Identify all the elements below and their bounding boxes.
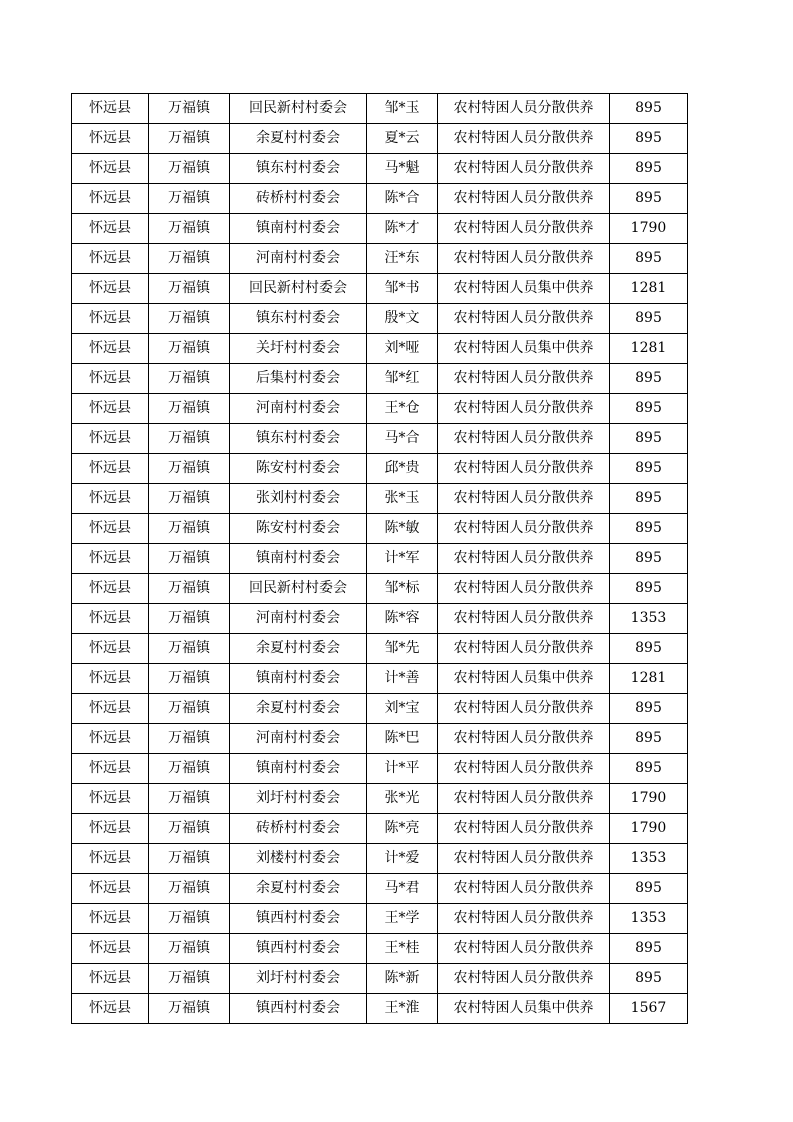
village-cell: 镇西村村委会 — [230, 904, 367, 934]
name-cell: 计*善 — [367, 664, 438, 694]
village-cell: 砖桥村村委会 — [230, 184, 367, 214]
village-cell: 河南村村委会 — [230, 394, 367, 424]
support-type-cell: 农村特困人员分散供养 — [438, 934, 610, 964]
amount-cell: 1353 — [610, 604, 688, 634]
town-cell: 万福镇 — [149, 754, 230, 784]
name-cell: 计*军 — [367, 544, 438, 574]
county-cell: 怀远县 — [72, 274, 149, 304]
name-cell: 马*君 — [367, 874, 438, 904]
county-cell: 怀远县 — [72, 154, 149, 184]
table-row — [72, 964, 688, 994]
village-cell: 镇南村村委会 — [230, 544, 367, 574]
town-cell: 万福镇 — [149, 334, 230, 364]
county-cell: 怀远县 — [72, 364, 149, 394]
table-row — [72, 214, 688, 244]
support-type-cell: 农村特困人员集中供养 — [438, 334, 610, 364]
town-cell: 万福镇 — [149, 994, 230, 1024]
support-type-cell: 农村特困人员集中供养 — [438, 664, 610, 694]
support-type-cell: 农村特困人员分散供养 — [438, 634, 610, 664]
village-cell: 张刘村村委会 — [230, 484, 367, 514]
county-cell: 怀远县 — [72, 454, 149, 484]
table-row — [72, 184, 688, 214]
support-type-cell: 农村特困人员集中供养 — [438, 274, 610, 304]
county-cell: 怀远县 — [72, 484, 149, 514]
name-cell: 陈*容 — [367, 604, 438, 634]
village-cell: 回民新村村委会 — [230, 574, 367, 604]
village-cell: 刘圩村村委会 — [230, 964, 367, 994]
support-type-cell: 农村特困人员分散供养 — [438, 814, 610, 844]
village-cell: 刘楼村村委会 — [230, 844, 367, 874]
support-type-cell: 农村特困人员分散供养 — [438, 574, 610, 604]
name-cell: 殷*文 — [367, 304, 438, 334]
support-type-cell: 农村特困人员分散供养 — [438, 124, 610, 154]
town-cell: 万福镇 — [149, 304, 230, 334]
amount-cell: 1353 — [610, 904, 688, 934]
county-cell: 怀远县 — [72, 904, 149, 934]
support-type-cell: 农村特困人员集中供养 — [438, 994, 610, 1024]
table-row — [72, 574, 688, 604]
support-type-cell: 农村特困人员分散供养 — [438, 364, 610, 394]
county-cell: 怀远县 — [72, 934, 149, 964]
name-cell: 邹*红 — [367, 364, 438, 394]
town-cell: 万福镇 — [149, 184, 230, 214]
support-type-cell: 农村特困人员分散供养 — [438, 304, 610, 334]
support-type-cell: 农村特困人员分散供养 — [438, 904, 610, 934]
amount-cell: 1567 — [610, 994, 688, 1024]
table-row — [72, 874, 688, 904]
county-cell: 怀远县 — [72, 94, 149, 124]
town-cell: 万福镇 — [149, 244, 230, 274]
village-cell: 陈安村村委会 — [230, 454, 367, 484]
support-type-cell: 农村特困人员分散供养 — [438, 184, 610, 214]
name-cell: 王*桂 — [367, 934, 438, 964]
village-cell: 镇西村村委会 — [230, 934, 367, 964]
county-cell: 怀远县 — [72, 694, 149, 724]
village-cell: 余夏村村委会 — [230, 124, 367, 154]
table-row — [72, 514, 688, 544]
table-row — [72, 814, 688, 844]
town-cell: 万福镇 — [149, 94, 230, 124]
support-type-cell: 农村特困人员分散供养 — [438, 94, 610, 124]
name-cell: 夏*云 — [367, 124, 438, 154]
village-cell: 回民新村村委会 — [230, 274, 367, 304]
town-cell: 万福镇 — [149, 214, 230, 244]
amount-cell: 895 — [610, 94, 688, 124]
village-cell: 关圩村村委会 — [230, 334, 367, 364]
name-cell: 刘*宝 — [367, 694, 438, 724]
village-cell: 镇南村村委会 — [230, 214, 367, 244]
county-cell: 怀远县 — [72, 844, 149, 874]
table-body — [72, 94, 688, 1024]
village-cell: 后集村村委会 — [230, 364, 367, 394]
support-type-cell: 农村特困人员分散供养 — [438, 214, 610, 244]
amount-cell: 895 — [610, 634, 688, 664]
table-row — [72, 904, 688, 934]
table-row — [72, 154, 688, 184]
town-cell: 万福镇 — [149, 934, 230, 964]
town-cell: 万福镇 — [149, 454, 230, 484]
name-cell: 邹*先 — [367, 634, 438, 664]
amount-cell: 895 — [610, 124, 688, 154]
village-cell: 镇西村村委会 — [230, 994, 367, 1024]
support-type-cell: 农村特困人员分散供养 — [438, 154, 610, 184]
amount-cell: 895 — [610, 754, 688, 784]
name-cell: 刘*哑 — [367, 334, 438, 364]
table-row — [72, 124, 688, 154]
town-cell: 万福镇 — [149, 124, 230, 154]
county-cell: 怀远县 — [72, 754, 149, 784]
name-cell: 王*淮 — [367, 994, 438, 1024]
support-type-cell: 农村特困人员分散供养 — [438, 964, 610, 994]
table-row — [72, 244, 688, 274]
amount-cell: 895 — [610, 874, 688, 904]
county-cell: 怀远县 — [72, 964, 149, 994]
village-cell: 砖桥村村委会 — [230, 814, 367, 844]
amount-cell: 1353 — [610, 844, 688, 874]
village-cell: 刘圩村村委会 — [230, 784, 367, 814]
table-row — [72, 394, 688, 424]
table-row — [72, 484, 688, 514]
town-cell: 万福镇 — [149, 814, 230, 844]
village-cell: 镇东村村委会 — [230, 154, 367, 184]
support-type-cell: 农村特困人员分散供养 — [438, 874, 610, 904]
amount-cell: 895 — [610, 964, 688, 994]
table-row — [72, 724, 688, 754]
amount-cell: 895 — [610, 394, 688, 424]
amount-cell: 895 — [610, 724, 688, 754]
support-type-cell: 农村特困人员分散供养 — [438, 694, 610, 724]
name-cell: 陈*巴 — [367, 724, 438, 754]
amount-cell: 895 — [610, 484, 688, 514]
town-cell: 万福镇 — [149, 694, 230, 724]
name-cell: 邹*书 — [367, 274, 438, 304]
support-type-cell: 农村特困人员分散供养 — [438, 754, 610, 784]
table-row — [72, 544, 688, 574]
name-cell: 汪*东 — [367, 244, 438, 274]
town-cell: 万福镇 — [149, 154, 230, 184]
village-cell: 河南村村委会 — [230, 244, 367, 274]
town-cell: 万福镇 — [149, 274, 230, 304]
town-cell: 万福镇 — [149, 514, 230, 544]
village-cell: 河南村村委会 — [230, 604, 367, 634]
town-cell: 万福镇 — [149, 844, 230, 874]
county-cell: 怀远县 — [72, 544, 149, 574]
support-type-cell: 农村特困人员分散供养 — [438, 424, 610, 454]
village-cell: 镇南村村委会 — [230, 754, 367, 784]
county-cell: 怀远县 — [72, 514, 149, 544]
name-cell: 张*玉 — [367, 484, 438, 514]
table-row — [72, 784, 688, 814]
county-cell: 怀远县 — [72, 304, 149, 334]
county-cell: 怀远县 — [72, 244, 149, 274]
table-row — [72, 334, 688, 364]
amount-cell: 895 — [610, 424, 688, 454]
relief-roster-table — [71, 93, 688, 1024]
name-cell: 陈*才 — [367, 214, 438, 244]
county-cell: 怀远县 — [72, 334, 149, 364]
town-cell: 万福镇 — [149, 964, 230, 994]
table-row — [72, 424, 688, 454]
amount-cell: 1790 — [610, 214, 688, 244]
name-cell: 张*光 — [367, 784, 438, 814]
amount-cell: 895 — [610, 454, 688, 484]
name-cell: 陈*亮 — [367, 814, 438, 844]
town-cell: 万福镇 — [149, 604, 230, 634]
name-cell: 王*仓 — [367, 394, 438, 424]
county-cell: 怀远县 — [72, 664, 149, 694]
amount-cell: 1790 — [610, 814, 688, 844]
village-cell: 河南村村委会 — [230, 724, 367, 754]
amount-cell: 895 — [610, 184, 688, 214]
table-row — [72, 754, 688, 784]
town-cell: 万福镇 — [149, 394, 230, 424]
support-type-cell: 农村特困人员分散供养 — [438, 784, 610, 814]
town-cell: 万福镇 — [149, 364, 230, 394]
name-cell: 邹*玉 — [367, 94, 438, 124]
town-cell: 万福镇 — [149, 424, 230, 454]
amount-cell: 895 — [610, 694, 688, 724]
name-cell: 陈*敏 — [367, 514, 438, 544]
support-type-cell: 农村特困人员分散供养 — [438, 544, 610, 574]
amount-cell: 1790 — [610, 784, 688, 814]
county-cell: 怀远县 — [72, 994, 149, 1024]
town-cell: 万福镇 — [149, 724, 230, 754]
town-cell: 万福镇 — [149, 904, 230, 934]
support-type-cell: 农村特困人员分散供养 — [438, 724, 610, 754]
support-type-cell: 农村特困人员分散供养 — [438, 394, 610, 424]
village-cell: 镇南村村委会 — [230, 664, 367, 694]
county-cell: 怀远县 — [72, 184, 149, 214]
table-row — [72, 364, 688, 394]
support-type-cell: 农村特困人员分散供养 — [438, 844, 610, 874]
county-cell: 怀远县 — [72, 424, 149, 454]
amount-cell: 895 — [610, 154, 688, 184]
county-cell: 怀远县 — [72, 214, 149, 244]
county-cell: 怀远县 — [72, 394, 149, 424]
town-cell: 万福镇 — [149, 544, 230, 574]
support-type-cell: 农村特困人员分散供养 — [438, 454, 610, 484]
county-cell: 怀远县 — [72, 784, 149, 814]
amount-cell: 1281 — [610, 274, 688, 304]
support-type-cell: 农村特困人员分散供养 — [438, 604, 610, 634]
table-row — [72, 454, 688, 484]
village-cell: 回民新村村委会 — [230, 94, 367, 124]
town-cell: 万福镇 — [149, 784, 230, 814]
county-cell: 怀远县 — [72, 124, 149, 154]
county-cell: 怀远县 — [72, 814, 149, 844]
county-cell: 怀远县 — [72, 634, 149, 664]
table-row — [72, 844, 688, 874]
table-row — [72, 94, 688, 124]
table-row — [72, 694, 688, 724]
amount-cell: 895 — [610, 244, 688, 274]
table-row — [72, 274, 688, 304]
town-cell: 万福镇 — [149, 874, 230, 904]
amount-cell: 1281 — [610, 334, 688, 364]
name-cell: 王*学 — [367, 904, 438, 934]
support-type-cell: 农村特困人员分散供养 — [438, 244, 610, 274]
amount-cell: 895 — [610, 364, 688, 394]
village-cell: 镇东村村委会 — [230, 424, 367, 454]
table-row — [72, 604, 688, 634]
amount-cell: 895 — [610, 934, 688, 964]
county-cell: 怀远县 — [72, 604, 149, 634]
name-cell: 邱*贵 — [367, 454, 438, 484]
name-cell: 马*魁 — [367, 154, 438, 184]
table-row — [72, 634, 688, 664]
name-cell: 计*爱 — [367, 844, 438, 874]
village-cell: 余夏村村委会 — [230, 634, 367, 664]
town-cell: 万福镇 — [149, 634, 230, 664]
town-cell: 万福镇 — [149, 574, 230, 604]
name-cell: 马*合 — [367, 424, 438, 454]
village-cell: 余夏村村委会 — [230, 874, 367, 904]
name-cell: 计*平 — [367, 754, 438, 784]
amount-cell: 895 — [610, 304, 688, 334]
name-cell: 陈*新 — [367, 964, 438, 994]
name-cell: 陈*合 — [367, 184, 438, 214]
town-cell: 万福镇 — [149, 484, 230, 514]
amount-cell: 1281 — [610, 664, 688, 694]
table-row — [72, 934, 688, 964]
support-type-cell: 农村特困人员分散供养 — [438, 514, 610, 544]
village-cell: 镇东村村委会 — [230, 304, 367, 334]
name-cell: 邹*标 — [367, 574, 438, 604]
table-row — [72, 994, 688, 1024]
amount-cell: 895 — [610, 574, 688, 604]
table-row — [72, 664, 688, 694]
county-cell: 怀远县 — [72, 574, 149, 604]
county-cell: 怀远县 — [72, 874, 149, 904]
town-cell: 万福镇 — [149, 664, 230, 694]
amount-cell: 895 — [610, 514, 688, 544]
village-cell: 陈安村村委会 — [230, 514, 367, 544]
support-type-cell: 农村特困人员分散供养 — [438, 484, 610, 514]
village-cell: 余夏村村委会 — [230, 694, 367, 724]
county-cell: 怀远县 — [72, 724, 149, 754]
amount-cell: 895 — [610, 544, 688, 574]
table-row — [72, 304, 688, 334]
